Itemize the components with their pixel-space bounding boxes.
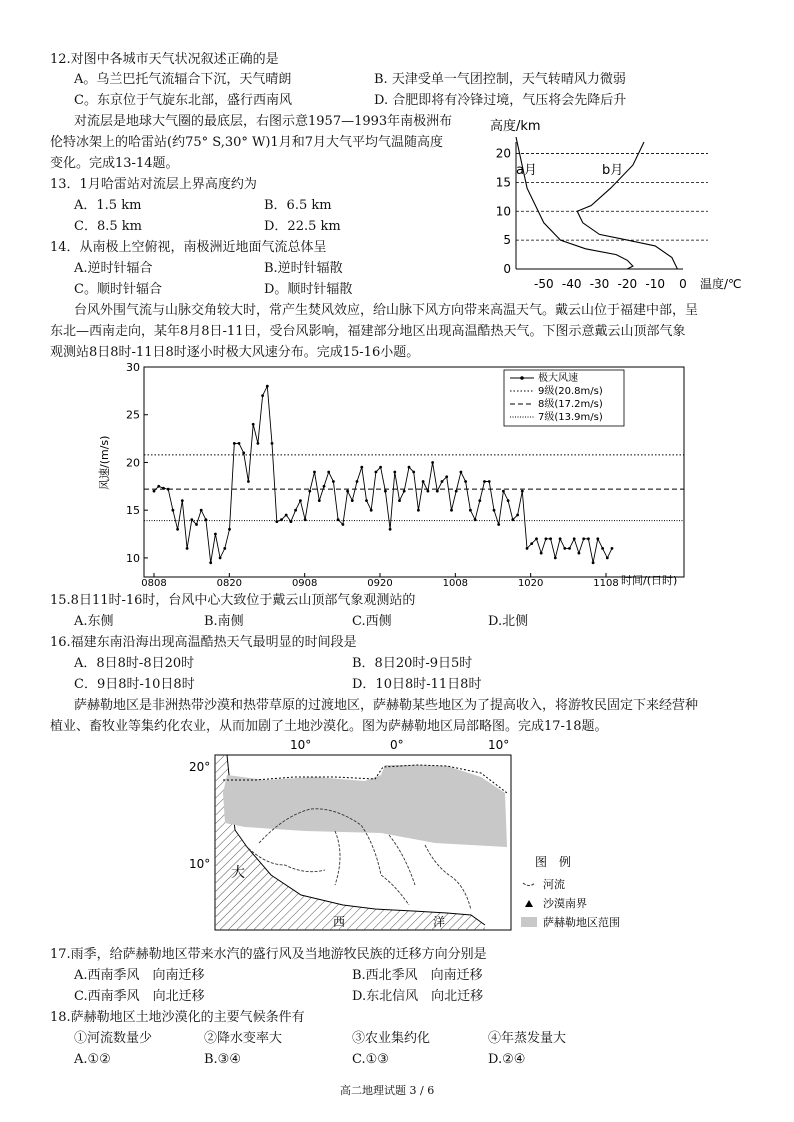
temp-chart-xlabel: 温度/℃ [700, 277, 742, 291]
temp-ytick-10: 10 [495, 204, 511, 219]
wind-point [417, 509, 420, 512]
intro17-line2: 植业、畜牧业等集约化农业，从而加剧了土地沙漠化。图为萨赫勒地区局部略图。完成17-18题。 [50, 719, 608, 734]
wind-point [172, 509, 175, 512]
wind-point [445, 475, 448, 478]
wind-point [578, 552, 581, 555]
wind-point [601, 547, 604, 550]
temp-xtick-0: 0 [679, 277, 687, 291]
wind-point [195, 523, 198, 526]
wind-point [460, 471, 463, 474]
q16-stem: 16.福建东南沿海出现高温酷热天气最明显的时间段是 [50, 635, 357, 650]
wind-point [313, 471, 316, 474]
wind-point [497, 523, 500, 526]
wind-point [412, 471, 415, 474]
wind-point [507, 499, 510, 502]
q13-stem: 13．1月哈雷站对流层上界高度约为 [50, 177, 257, 192]
wind-point [370, 509, 373, 512]
wind-point [176, 528, 179, 531]
wind-point [384, 490, 387, 493]
q17-stem: 17.雨季，给萨赫勒地区带来水汽的盛行风及当地游牧民族的迁移方向分别是 [50, 947, 487, 962]
wind-point [521, 490, 524, 493]
map-lon-label-1: 10° [290, 738, 312, 752]
temperature-height-chart [488, 112, 768, 297]
wind-legend-level9: 9级(20.8m/s) [538, 386, 603, 397]
temp-series-a-label: a月 [516, 163, 537, 178]
wind-point [408, 466, 411, 469]
wind-point [209, 561, 212, 564]
wind-point [526, 547, 529, 550]
q15-option-a: A.东侧 [74, 614, 114, 629]
map-ocean-label-2: 西 [333, 915, 346, 929]
wind-speed-chart [94, 360, 694, 590]
wind-point [356, 480, 359, 483]
q15-intro-line2: 东北—西南走向，某年8月8日-11日，受台风影响，福建部分地区出现高温酷热天气。下图示意戴云山顶部气象 [50, 324, 686, 339]
sahel-map [185, 735, 645, 940]
wind-legend-marker [520, 376, 524, 380]
q16-option-d: D．10日8时-11日8时 [352, 677, 482, 692]
wind-point [157, 485, 160, 488]
wind-point [535, 537, 538, 540]
wind-point [549, 537, 552, 540]
q15-option-d: D.北侧 [488, 614, 529, 629]
q18-statement-2: ②降水变率大 [204, 1031, 283, 1046]
wind-point [275, 520, 278, 523]
temp-ytick-0: 0 [503, 262, 511, 276]
map-legend-sahel-icon [521, 917, 537, 927]
wind-ytick-30: 30 [126, 361, 140, 374]
q15-intro-line1: 台风外围气流与山脉交角较大时，常产生焚风效应，给山脉下风方向带来高温天气。戴云山位于福建中部，呈 [74, 303, 699, 318]
wind-point [488, 480, 491, 483]
q16-option-b: B．8日20时-9日5时 [352, 656, 473, 671]
wind-point [318, 499, 321, 502]
wind-point [582, 537, 585, 540]
wind-xtick-1108: 1108 [593, 578, 619, 589]
wind-point [540, 552, 543, 555]
wind-point [545, 537, 548, 540]
wind-point [568, 547, 571, 550]
wind-point [266, 385, 269, 388]
wind-ytick-10: 10 [126, 551, 140, 565]
wind-point [242, 452, 245, 455]
wind-point [596, 537, 599, 540]
wind-point [592, 561, 595, 564]
wind-chart-xlabel: 时间/(日时) [621, 574, 678, 587]
q16-option-a: A．8日8时-8日20时 [74, 656, 195, 671]
wind-point [436, 490, 439, 493]
wind-point [398, 499, 401, 502]
wind-point [223, 547, 226, 550]
wind-ytick-20: 20 [126, 456, 140, 470]
wind-point [327, 471, 330, 474]
wind-point [228, 528, 231, 531]
temp-series-line-a [516, 137, 633, 269]
wind-point [511, 518, 514, 521]
wind-point [469, 509, 472, 512]
wind-point [261, 394, 264, 397]
wind-xtick-0908: 0908 [291, 578, 318, 589]
wind-point [247, 480, 250, 483]
q18-option-b: B.③④ [204, 1052, 241, 1067]
wind-point [474, 518, 477, 521]
wind-chart-ylabel: 风速/(m/s) [98, 435, 111, 490]
q18-stem: 18.萨赫勒地区土地沙漠化的主要气候条件有 [50, 1010, 305, 1025]
q12-option-b: B. 天津受单一气团控制，天气转晴风力微弱 [374, 72, 626, 87]
wind-point [323, 485, 326, 488]
wind-point [167, 488, 170, 491]
q17-option-b: B.西北季风 向南迁移 [352, 968, 483, 983]
q14-option-b: B.逆时针辐散 [264, 261, 343, 276]
q18-option-c: C.①③ [352, 1052, 389, 1067]
q14-option-d: D。顺时针辐散 [264, 282, 353, 297]
q17-option-a: A.西南季风 向南迁移 [74, 968, 205, 983]
wind-point [290, 520, 293, 523]
q12-stem: 12.对图中各城市天气状况叙述正确的是 [50, 52, 279, 67]
wind-xtick-1008: 1008 [442, 578, 469, 589]
wind-point [455, 490, 458, 493]
wind-point [304, 518, 307, 521]
wind-point [181, 499, 184, 502]
q15-stem: 15.8日11时-16时，台风中心大致位于戴云山顶部气象观测站的 [50, 593, 416, 608]
wind-point [431, 461, 434, 464]
map-lat-label-1: 20° [189, 760, 211, 774]
q13-option-d: D．22.5 km [264, 219, 341, 234]
wind-point [450, 509, 453, 512]
wind-point [516, 514, 519, 517]
map-ocean-label-1: 大 [231, 865, 245, 881]
wind-point [162, 487, 165, 490]
map-lon-label-3: 10° [488, 738, 510, 752]
wind-legend-level7: 7级(13.9m/s) [538, 412, 603, 423]
wind-point [493, 509, 496, 512]
q17-option-d: D.东北信风 向北迁移 [352, 989, 484, 1004]
wind-point [427, 490, 430, 493]
wind-point [393, 471, 396, 474]
wind-xtick-0920: 0920 [367, 578, 393, 589]
wind-point [483, 480, 486, 483]
temp-xtick--50: -50 [534, 277, 554, 291]
wind-point [308, 490, 311, 493]
intro13-line1: 对流层是地球大气圈的最底层，右图示意1957—1993年南极洲布 [74, 114, 453, 129]
q13-option-b: B．6.5 km [264, 198, 332, 213]
wind-point [441, 480, 444, 483]
wind-legend-level8: 8级(17.2m/s) [538, 399, 603, 410]
q13-option-c: C．8.5 km [74, 219, 142, 234]
wind-point [606, 557, 609, 560]
wind-point [233, 442, 236, 445]
wind-point [530, 542, 533, 545]
wind-point [186, 547, 189, 550]
temp-ytick-5: 5 [503, 233, 511, 248]
wind-point [573, 537, 576, 540]
q13-option-a: A．1.5 km [74, 198, 142, 213]
temp-xtick--20: -20 [617, 277, 638, 291]
wind-point [342, 523, 345, 526]
temp-xtick--30: -30 [589, 277, 610, 291]
wind-point [365, 499, 368, 502]
wind-point [252, 423, 255, 426]
wind-point [554, 557, 557, 560]
wind-point [200, 509, 203, 512]
wind-point [360, 466, 363, 469]
wind-point [375, 471, 378, 474]
wind-point [190, 518, 193, 521]
wind-point [257, 442, 260, 445]
wind-point [389, 528, 392, 531]
wind-point [422, 480, 425, 483]
q12-option-d: D. 合肥即将有冷锋过境，气压将会先降后升 [374, 93, 627, 108]
q18-option-d: D.②④ [488, 1052, 526, 1067]
wind-point [502, 490, 505, 493]
wind-point [563, 547, 566, 550]
temp-series-b-label: b月 [602, 163, 624, 178]
q18-statement-3: ③农业集约化 [352, 1031, 431, 1046]
q14-option-c: C。顺时针辐合 [74, 282, 162, 297]
q12-option-c: C。东京位于气旋东北部，盛行西南风 [74, 93, 292, 108]
wind-point [611, 547, 614, 550]
q14-option-a: A.逆时针辐合 [74, 261, 153, 276]
temp-ytick-20: 20 [495, 146, 511, 161]
wind-point [351, 499, 354, 502]
temp-xtick--10: -10 [645, 277, 665, 291]
map-legend-sahel: 萨赫勒地区范围 [543, 916, 620, 929]
q18-statement-4: ④年蒸发量大 [488, 1031, 567, 1046]
wind-point [280, 518, 283, 521]
wind-point [464, 480, 467, 483]
temp-ytick-15: 15 [495, 175, 511, 190]
q15-option-c: C.西侧 [352, 614, 392, 629]
q14-stem: 14．从南极上空俯视，南极洲近地面气流总体呈 [50, 240, 327, 255]
wind-point [403, 490, 406, 493]
wind-point [205, 518, 208, 521]
intro17-line1: 萨赫勒地区是非洲热带沙漠和热带草原的过渡地区，萨赫勒某些地区为了提高收入，将游牧民固定下来经营种 [74, 698, 699, 713]
q18-option-a: A.①② [74, 1052, 111, 1067]
q16-option-c: C．9日8时-10日8时 [74, 677, 195, 692]
map-lat-label-2: 10° [189, 857, 211, 871]
q15-option-b: B.南侧 [204, 614, 244, 629]
temp-chart-ylabel: 高度/km [490, 119, 541, 134]
wind-point [559, 537, 562, 540]
wind-point [337, 518, 340, 521]
wind-point [478, 499, 481, 502]
wind-ytick-25: 25 [126, 408, 140, 422]
temp-xtick--40: -40 [561, 277, 582, 291]
q17-option-c: C.西南季风 向北迁移 [74, 989, 205, 1004]
wind-point [294, 509, 297, 512]
page-footer: 高二地理试题 3 / 6 [340, 1084, 435, 1097]
q18-statement-1: ①河流数量少 [74, 1031, 153, 1046]
wind-xtick-0820: 0820 [216, 578, 243, 589]
wind-point [271, 442, 274, 445]
wind-point [379, 466, 382, 469]
wind-ytick-15: 15 [126, 504, 140, 518]
map-ocean-label-3: 洋 [433, 915, 446, 929]
map-legend-river: 河流 [543, 878, 565, 891]
wind-xtick-0808: 0808 [141, 578, 167, 589]
intro13-line3: 变化。完成13-14题。 [50, 156, 179, 171]
wind-point [587, 537, 590, 540]
map-lon-label-2: 0° [390, 738, 404, 752]
map-legend-title: 图 例 [535, 855, 572, 869]
intro13-line2: 伦特冰架上的哈雷站(约75° S,30° W)1月和7月大气平均气温随高度 [50, 135, 443, 150]
wind-legend-max: 极大风速 [538, 373, 578, 384]
wind-point [299, 499, 302, 502]
wind-point [219, 557, 222, 560]
map-legend-desert-icon [525, 900, 533, 907]
wind-point [285, 514, 288, 517]
wind-point [332, 480, 335, 483]
wind-point [214, 533, 217, 536]
wind-point [153, 490, 156, 493]
q12-option-a: A。乌兰巴托气流辐合下沉，天气晴朗 [74, 72, 292, 87]
wind-point [346, 490, 349, 493]
wind-xtick-1020: 1020 [517, 578, 544, 589]
map-legend-river-icon [523, 883, 535, 886]
q15-intro-line3: 观测站8日8时-11日8时逐小时极大风速分布。完成15-16小题。 [50, 345, 420, 360]
wind-point [238, 442, 241, 445]
map-legend-desert: 沙漠南界 [543, 897, 587, 910]
